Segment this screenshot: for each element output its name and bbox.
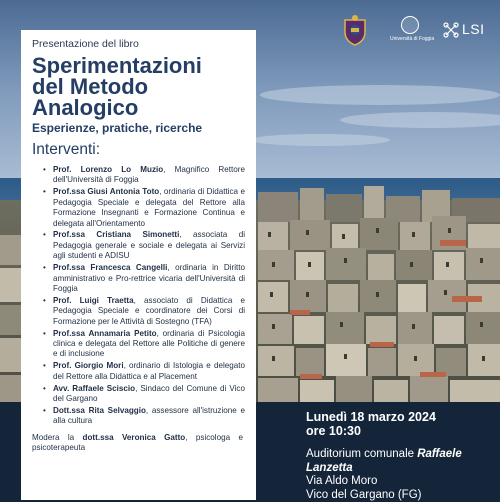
moderator-name: dott.ssa Veronica Gatto bbox=[83, 433, 186, 442]
municipal-crest-icon bbox=[342, 14, 368, 46]
speaker-name: Prof. Giorgio Mori bbox=[53, 361, 124, 370]
section-heading: Interventi: bbox=[32, 141, 245, 159]
speaker-role: , associata di Pedagogia generale e sociale e delegata ai Servizi agli studenti e ADISU bbox=[53, 230, 245, 260]
lsi-logo bbox=[442, 20, 490, 40]
moderator-text bbox=[32, 433, 245, 454]
event-venue bbox=[306, 448, 500, 502]
speaker-name: Prof.ssa Cristiana Simonetti bbox=[53, 230, 179, 239]
list-item bbox=[53, 329, 245, 360]
list-item bbox=[53, 384, 245, 405]
university-caption: Università di Foggia bbox=[390, 36, 430, 42]
content-panel bbox=[21, 30, 256, 500]
title-line-3: Analogico bbox=[32, 95, 138, 120]
speaker-role: , ordinaria in Diritto amministrativo e Pro-rettrice vicaria dell'Università di Foggia bbox=[53, 263, 245, 293]
speaker-name: Prof.ssa Giusi Antonia Toto bbox=[53, 187, 159, 196]
moderator-prefix: Modera la bbox=[32, 433, 83, 442]
venue-address: Via Aldo Moro bbox=[306, 475, 500, 489]
title-line-2: del Metodo bbox=[32, 74, 148, 99]
event-info bbox=[306, 410, 500, 502]
venue-name: Raffaele Lanzetta bbox=[306, 448, 462, 474]
moderator-role: , psicologa e psicoterapeuta bbox=[32, 433, 243, 452]
speaker-role: , Magnifico Rettore dell'Università di Foggia bbox=[53, 165, 245, 184]
event-date: Lunedì 18 marzo 2024 bbox=[306, 410, 500, 424]
venue-prefix: Auditorium comunale bbox=[306, 448, 417, 460]
intro-text: Presentazione del libro bbox=[32, 38, 245, 50]
town-left-strip bbox=[0, 235, 21, 403]
list-item bbox=[53, 263, 245, 294]
speaker-name: Prof.ssa Annamaria Petito bbox=[53, 329, 157, 338]
speaker-name: Prof. Lorenzo Lo Muzio bbox=[53, 165, 163, 174]
speaker-role: , Sindaco del Comune di Vico del Gargano bbox=[53, 384, 245, 403]
speaker-name: Dott.ssa Rita Selvaggio bbox=[53, 406, 146, 415]
lsi-text: LSI bbox=[462, 21, 485, 37]
list-item bbox=[53, 361, 245, 382]
list-item bbox=[53, 187, 245, 229]
venue-line bbox=[306, 448, 500, 475]
speaker-role: , ordinaria di Psicologia clinica e delegata del Rettore alle Politiche di genere e di inclusione bbox=[53, 329, 245, 359]
speaker-role: , ordinaria di Didattica e Pedagogia Speciale e delegata del Rettore alla Formazione Insegnanti e Formazione Continua e delegata all'Orientamento bbox=[53, 187, 245, 227]
university-logo bbox=[390, 16, 430, 52]
network-nodes-icon bbox=[442, 21, 460, 39]
list-item bbox=[53, 165, 245, 186]
speakers-list bbox=[32, 165, 245, 427]
speaker-role: , assessore all'istruzione e alla cultura bbox=[53, 406, 245, 425]
book-title bbox=[32, 55, 245, 118]
list-item bbox=[53, 230, 245, 261]
speaker-name: Prof.ssa Francesca Cangelli bbox=[53, 263, 167, 272]
event-time: ore 10:30 bbox=[306, 424, 500, 438]
venue-city: Vico del Gargano (FG) bbox=[306, 489, 500, 502]
university-seal-icon bbox=[401, 16, 419, 34]
book-subtitle: Esperienze, pratiche, ricerche bbox=[32, 121, 245, 135]
list-item bbox=[53, 406, 245, 427]
title-line-1: Sperimentazioni bbox=[32, 53, 202, 78]
speaker-name: Avv. Raffaele Sciscio bbox=[53, 384, 135, 393]
list-item bbox=[53, 296, 245, 327]
speaker-role: , associato di Didattica e Pedagogia Speciale e coordinatore dei Corsi di Formazione per le Attività di Sostegno (TFA) bbox=[53, 296, 245, 326]
logos bbox=[338, 12, 494, 52]
speaker-name: Prof. Luigi Traetta bbox=[53, 296, 134, 305]
speaker-role: , ordinario di Istologia e delegato del Rettore alla Didattica e al Placement bbox=[53, 361, 245, 380]
